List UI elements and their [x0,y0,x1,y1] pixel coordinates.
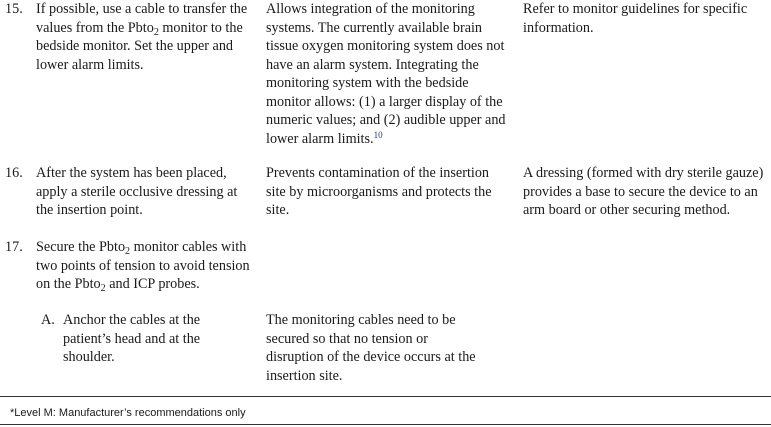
sub-step-text: Anchor the cables at the patient’s head and at the shoulder. [63,312,201,365]
step-16-special [523,164,768,220]
step-text: and ICP probes. [105,276,200,292]
step-text: After the system has been placed, apply a sterile occlusive dressing at the insertion point. [36,165,238,218]
step-number: 15. [5,1,23,17]
footnote: *Level M: Manufacturer’s recommendations only [10,407,246,419]
special-text: A dressing (formed with dry sterile gauze) provides a base to secure the device to an arm board or other securing method. [523,165,764,218]
subscript: 2 [100,283,106,294]
footnote-divider [0,396,771,397]
rationale-text: Prevents contamination of the insertion site by microorganisms and protects the site. [266,165,492,218]
step-16-rationale [266,164,511,220]
step-text: monitor to the bedside monitor. Set the upper and lower alarm limits. [36,19,243,73]
step-15-action [5,0,250,74]
subscript: 2 [153,26,159,38]
step-number: 16. [5,165,23,181]
step-text: Secure the Pbto [36,239,126,255]
step-number: 17. [5,239,23,255]
reference-number: 10 [373,129,383,140]
step-15-rationale [266,0,511,148]
step-text: If possible, use a cable to transfer the values from the Pbto [36,1,248,36]
step-15-special [523,0,768,37]
sub-step-letter: A. [41,312,55,328]
rationale-text: The monitoring cables need to be secured so that no tension or disruption of the device occurs at the insertion site. [266,312,476,384]
special-text: Refer to monitor guidelines for specific information. [523,1,748,36]
bottom-divider [0,424,771,425]
step-17a-rationale [266,311,478,385]
step-text: monitor cables with two points of tension to avoid tension on the Pbto [36,239,250,292]
step-17a-action [5,311,250,367]
subscript: 2 [125,246,131,257]
step-17-action [5,238,250,294]
rationale-text: Allows integration of the monitoring systems. The currently available brain tissue oxygen monitoring system does not have an alarm system. Integrating the monitoring system with the bedside monitor allows: (1) a larger display of the numeric values; and (2) audible upper and lower alarm limits. [266,1,506,147]
step-16-action [5,164,250,220]
